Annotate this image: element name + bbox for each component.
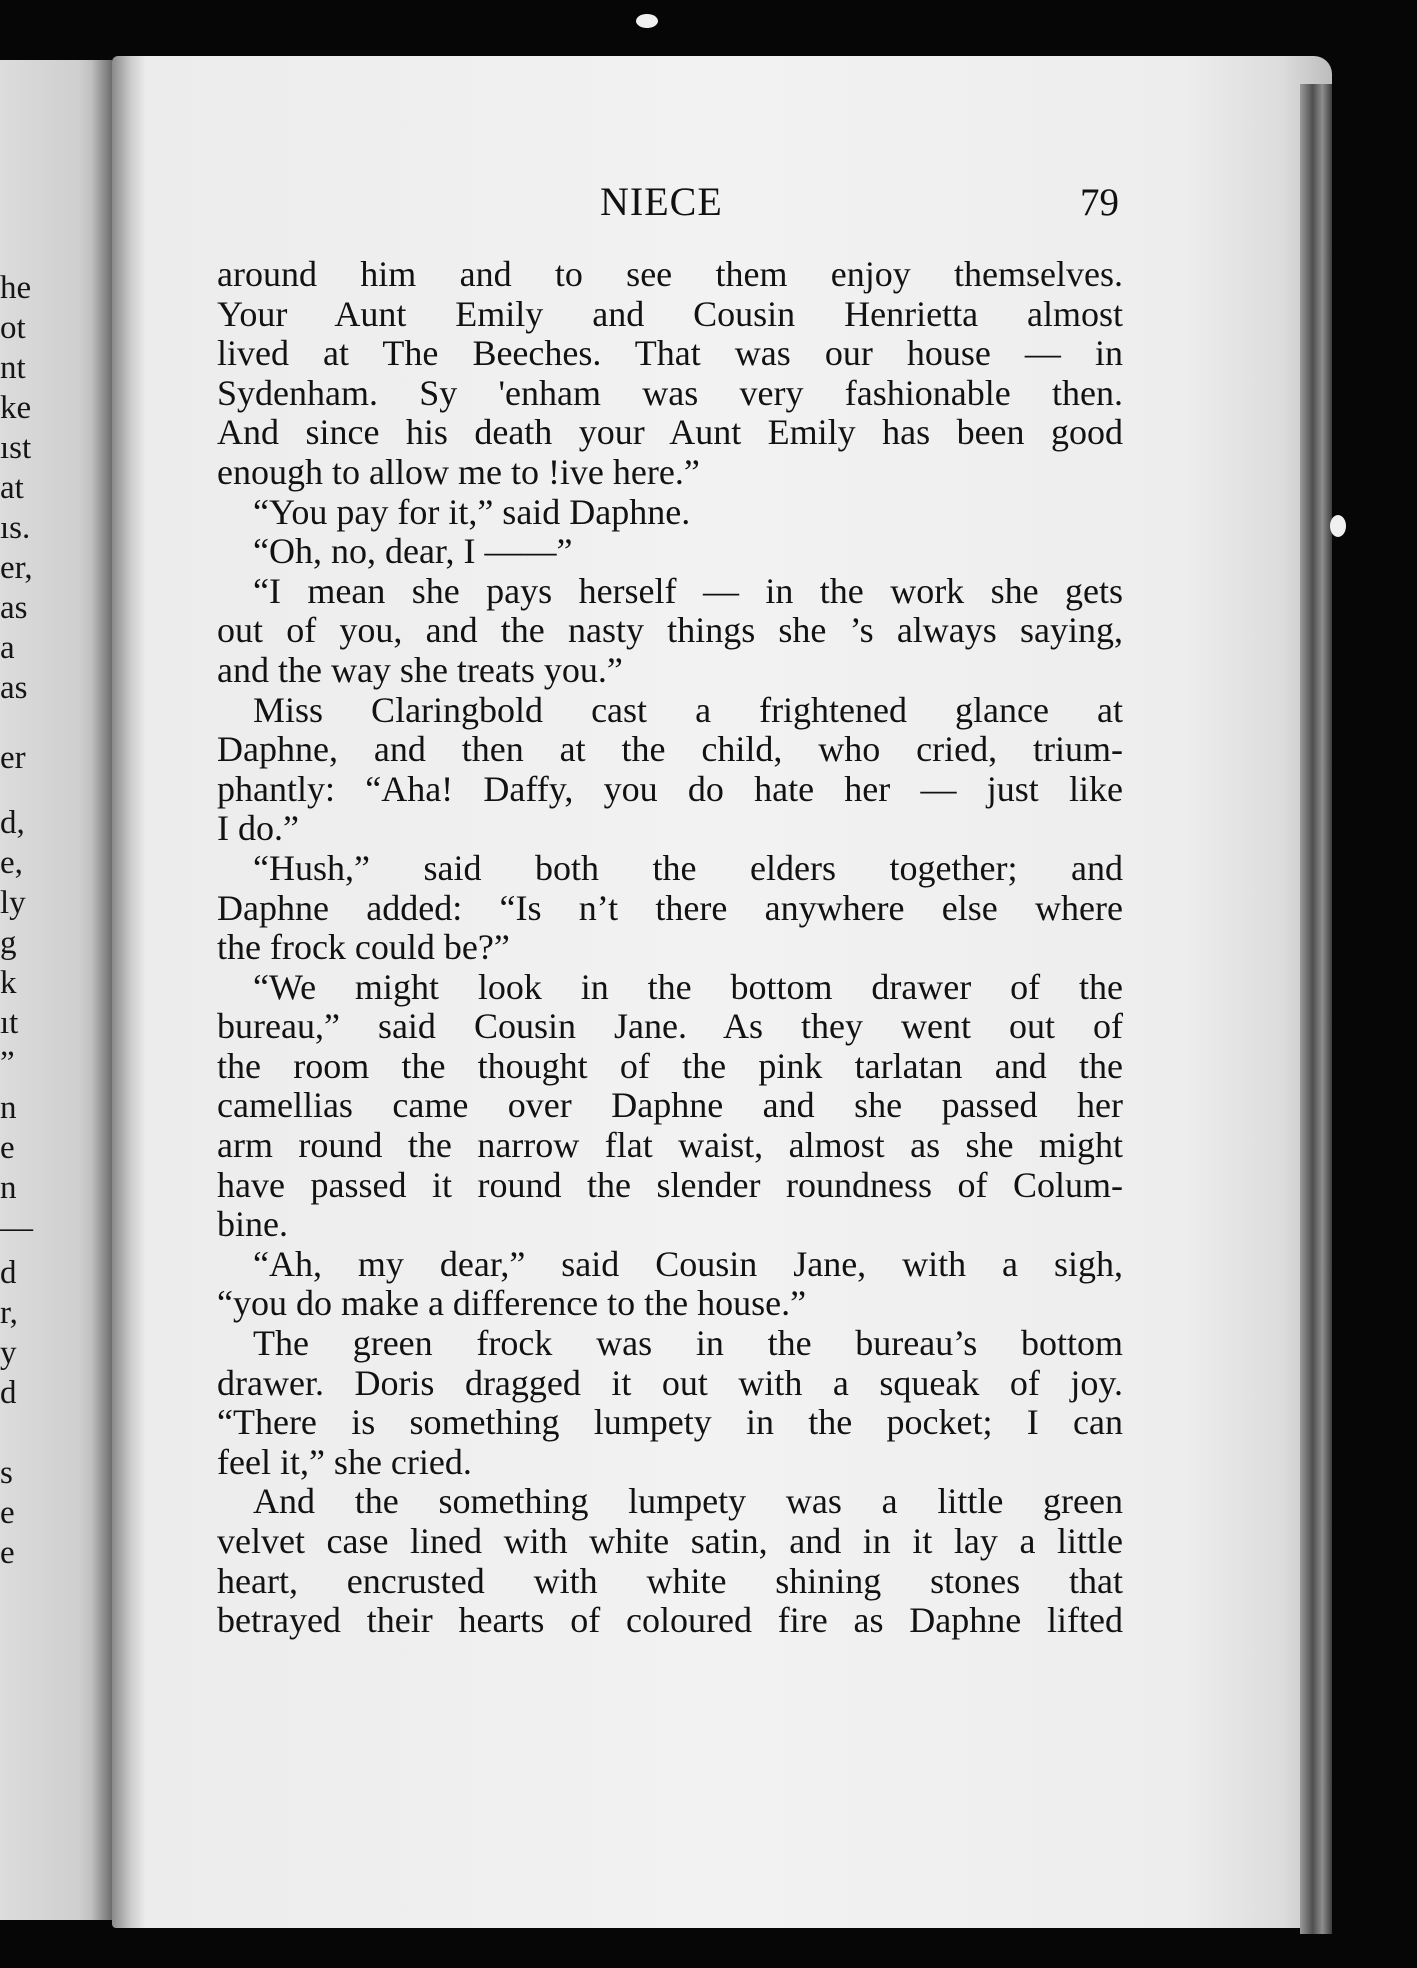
text-line: enough to allow me to !ive here.” (217, 451, 700, 492)
facing-page-fragment: ke (0, 390, 32, 426)
facing-page-fragment: s (0, 1455, 13, 1491)
facing-page-fragment: k (0, 965, 17, 1001)
text-line: I do.” (217, 808, 299, 849)
facing-page-fragment: he (0, 270, 32, 306)
text-line: have passed it round the slender roundness of Colum- (217, 1164, 1123, 1205)
facing-page-fragment: ıs. (0, 510, 31, 546)
text-line: velvet case lined with white satin, and in it lay a little (217, 1521, 1123, 1561)
text-line: Sydenham. Sy 'enham was very fashionable then. (217, 372, 1123, 413)
text-line: betrayed their hearts of coloured fire as Daphne lifted (217, 1600, 1123, 1641)
text-line: Your Aunt Emily and Cousin Henrietta almost (217, 293, 1123, 334)
text-line: “Ah, my dear,” said Cousin Jane, with a sigh, (253, 1243, 1123, 1284)
text-line: drawer. Doris dragged it out with a squeak of joy. (217, 1362, 1123, 1403)
text-line: arm round the narrow flat waist, almost as she might (217, 1125, 1123, 1166)
facing-page-fragment: ly (0, 885, 26, 921)
text-line: “You pay for it,” said Daphne. (253, 491, 691, 532)
facing-page-fragment: d, (0, 805, 25, 841)
text-line: The green frock was in the bureau’s bottom (253, 1323, 1123, 1364)
text-line: bureau,” said Cousin Jane. As they went out of (217, 1006, 1123, 1047)
text-line: “We might look in the bottom drawer of the (253, 966, 1123, 1007)
facing-page-fragment: g (0, 925, 17, 961)
text-line: bine. (217, 1204, 288, 1245)
body-text (217, 255, 1123, 1641)
facing-page-fragment: d (0, 1255, 17, 1291)
text-line: “Oh, no, dear, I ——” (253, 531, 573, 572)
text-line: feel it,” she cried. (217, 1441, 472, 1482)
facing-page-fragment: — (0, 1210, 33, 1246)
facing-page-fragment: e, (0, 845, 23, 881)
facing-page-fragment: a (0, 630, 15, 666)
text-line: camellias came over Daphne and she passed her (217, 1085, 1123, 1126)
facing-page-fragment: d (0, 1375, 17, 1411)
facing-page-fragment: er, (0, 550, 33, 586)
text-line: phantly: “Aha! Daffy, you do hate her — just like (217, 768, 1123, 809)
text-line: the frock could be?” (217, 927, 510, 968)
facing-page-fragment: ot (0, 310, 26, 346)
facing-page-fragment: e (0, 1535, 15, 1571)
text-line: And since his death your Aunt Emily has been good (217, 412, 1123, 453)
facing-page-fragment: n (0, 1090, 17, 1126)
facing-page-fragment: at (0, 470, 24, 506)
text-line: around him and to see them enjoy themselves. (217, 254, 1123, 294)
facing-page (0, 60, 112, 1920)
dust-speck (636, 14, 658, 28)
page-number: 79 (1080, 181, 1119, 224)
dust-speck (1330, 515, 1346, 537)
gutter-shadow (92, 60, 112, 1920)
text-line: heart, encrusted with white shining stones that (217, 1560, 1123, 1601)
text-line: “There is something lumpety in the pocket; I can (217, 1402, 1123, 1443)
text-line: the room the thought of the pink tarlatan and the (217, 1045, 1123, 1086)
text-line: “Hush,” said both the elders together; and (253, 847, 1123, 888)
facing-page-fragment: r, (0, 1295, 18, 1331)
facing-page-fragment: e (0, 1495, 15, 1531)
text-line: “I mean she pays herself — in the work she gets (253, 570, 1123, 611)
facing-page-fragment: ıst (0, 430, 32, 466)
facing-page-fragment: e (0, 1130, 15, 1166)
text-line: And the something lumpety was a little green (253, 1481, 1123, 1522)
text-line: out of you, and the nasty things she ’s always saying, (217, 610, 1123, 651)
facing-page-fragment: nt (0, 350, 26, 386)
text-line: and the way she treats you.” (217, 649, 623, 690)
text-line: “you do make a difference to the house.” (217, 1283, 807, 1324)
facing-page-fragment: ” (0, 1045, 15, 1081)
facing-page-fragment: as (0, 590, 28, 626)
facing-page-fragment: ıt (0, 1005, 19, 1041)
text-line: Miss Claringbold cast a frightened glance at (253, 689, 1123, 730)
running-title: NIECE (600, 179, 723, 224)
facing-page-fragment: n (0, 1170, 17, 1206)
text-line: lived at The Beeches. That was our house — in (217, 333, 1123, 374)
facing-page-fragment: as (0, 670, 28, 706)
text-line: Daphne added: “Is n’t there anywhere else where (217, 887, 1123, 928)
page-edge (1300, 84, 1332, 1934)
facing-page-fragment: y (0, 1335, 17, 1371)
facing-page-fragment: er (0, 740, 26, 776)
text-line: Daphne, and then at the child, who cried, trium- (217, 729, 1123, 770)
